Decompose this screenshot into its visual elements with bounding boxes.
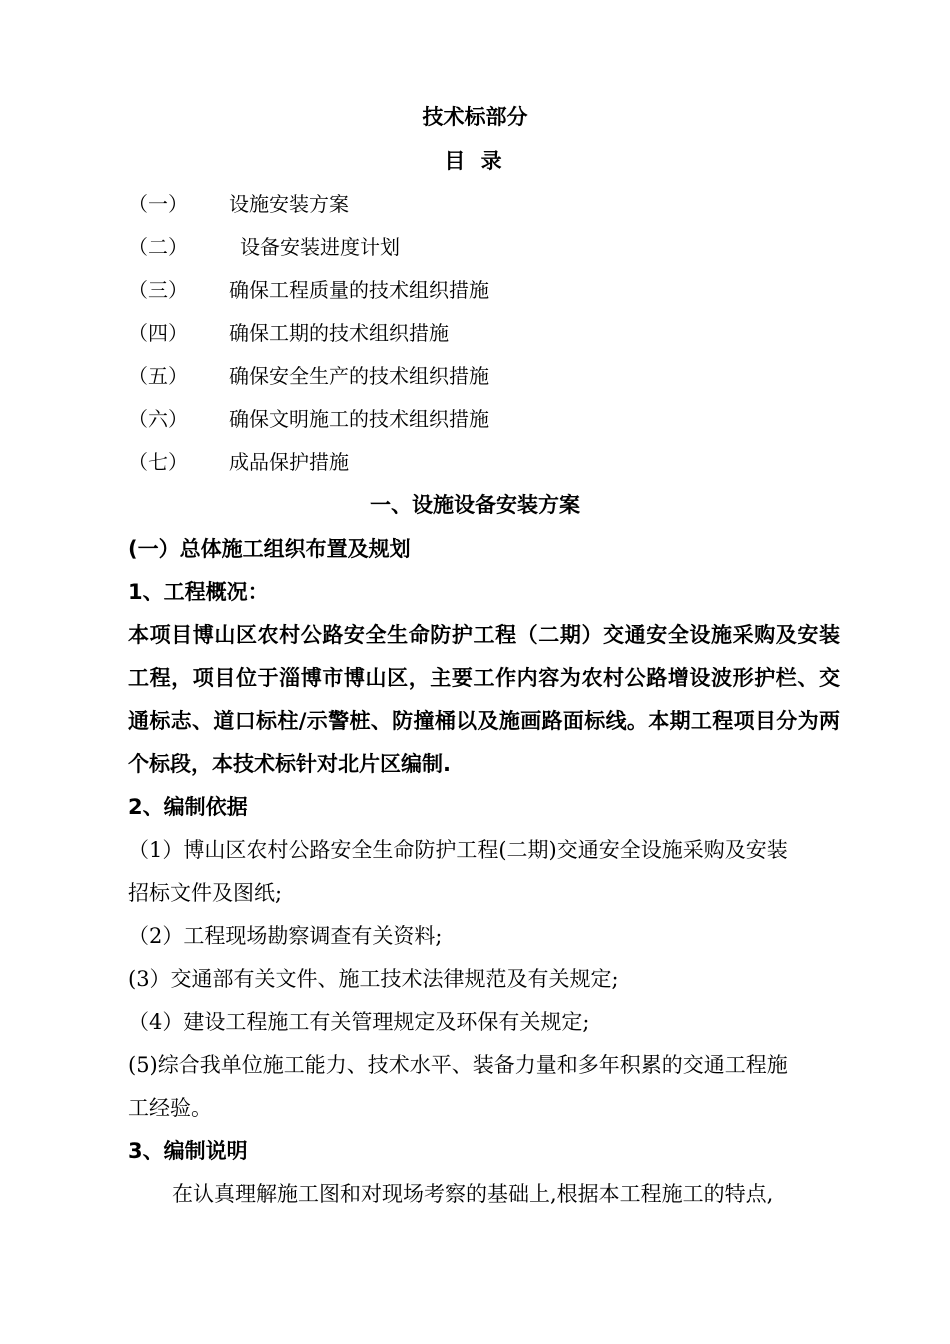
notes-heading: 3、编制说明 — [128, 1139, 248, 1163]
toc-item-text: 确保工期的技术组织措施 — [229, 321, 449, 345]
toc-title: 目 录 — [444, 149, 506, 173]
overview-paragraph: 本项目博山区农村公路安全生命防护工程（二期）交通安全设施采购及安装工程，项目位于淄博市博山区，主要工作内容为农村公路增设波形护栏、交通标志、道口标柱/示警桩、防撞桶以及施画路面标线。本期工程项目分为两个标段，本技术标针对北片区编制. — [128, 623, 840, 776]
basis-item-2: （2）工程现场勘察调查有关资料; — [128, 924, 443, 948]
toc-item-text: 确保工程质量的技术组织措施 — [229, 278, 489, 302]
basis-heading: 2、编制依据 — [128, 795, 248, 819]
toc-item-text: 确保安全生产的技术组织措施 — [229, 364, 489, 388]
toc-item-text: 成品保护措施 — [229, 450, 349, 474]
toc-item-number: （二） — [128, 235, 188, 259]
toc-item-number: （一） — [128, 192, 188, 216]
basis-item-3: (3）交通部有关文件、施工技术法律规范及有关规定; — [128, 967, 619, 991]
basis-item-1-line-2: 招标文件及图纸; — [128, 881, 283, 905]
basis-item-5-line-2: 工经验。 — [128, 1096, 212, 1120]
toc-item-number: （六） — [128, 407, 188, 431]
basis-item-4: （4）建设工程施工有关管理规定及环保有关规定; — [128, 1010, 590, 1034]
toc-item-number: （七） — [128, 450, 188, 474]
toc-item-number: （五） — [128, 364, 188, 388]
overview-heading: 1、工程概况： — [128, 580, 269, 604]
subsection-title: (一）总体施工组织布置及规划 — [128, 537, 411, 561]
section-title: 技术标部分 — [422, 105, 528, 129]
toc-item-text: 确保文明施工的技术组织措施 — [229, 407, 489, 431]
toc-item-text: 设备安装进度计划 — [240, 235, 400, 259]
toc-item-number: （四） — [128, 321, 188, 345]
notes-paragraph-line-1: 在认真理解施工图和对现场考察的基础上,根据本工程施工的特点, — [172, 1182, 774, 1206]
toc-item-number: （三） — [128, 278, 188, 302]
toc-item-text: 设施安装方案 — [229, 192, 349, 216]
basis-item-1-line-1: （1）博山区农村公路安全生命防护工程(二期)交通安全设施采购及安装 — [128, 838, 788, 862]
basis-item-5-line-1: (5)综合我单位施工能力、技术水平、装备力量和多年积累的交通工程施 — [128, 1053, 788, 1077]
chapter-title: 一、设施设备安装方案 — [370, 493, 580, 517]
